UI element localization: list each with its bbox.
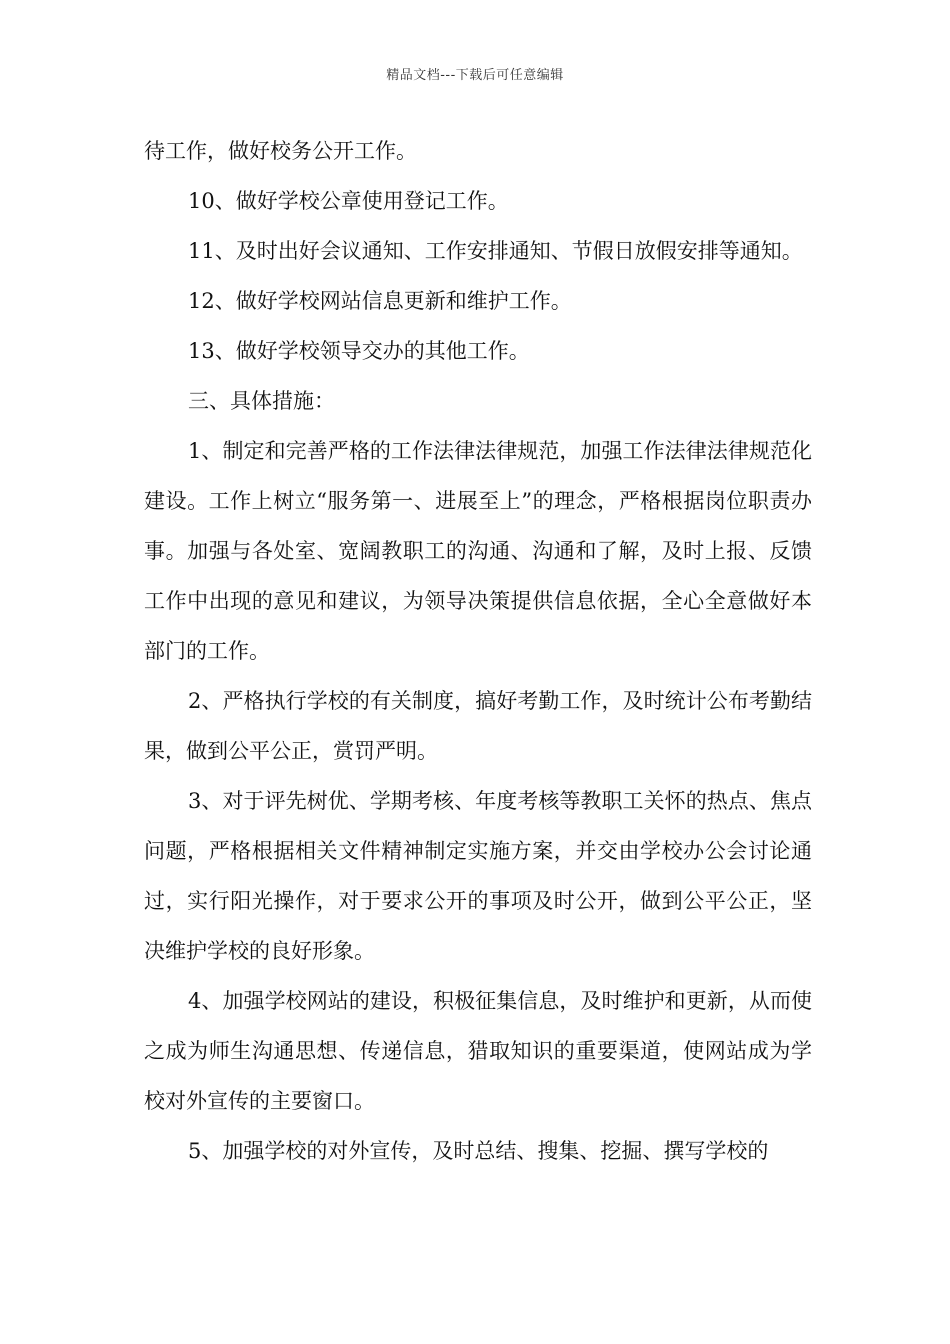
paragraph: 13、做好学校领导交办的其他工作。	[188, 339, 530, 363]
page-header: 精品文档---下载后可任意编辑	[386, 68, 564, 83]
paragraph: 3、对于评先树优、学期考核、年度考核等教职工关怀的热点、焦点问题，严格根据相关文件精神制定实施方案，并交由学校办公会讨论通过，实行阳光操作，对于要求公开的事项及时公开，做到公平公正，坚决维护学校的良好形象。	[144, 789, 812, 963]
paragraph: 2、严格执行学校的有关制度，搞好考勤工作，及时统计公布考勤结果，做到公平公正，赏罚严明。	[144, 689, 812, 763]
paragraph: 5、加强学校的对外宣传，及时总结、搜集、挖掘、撰写学校的	[188, 1139, 769, 1163]
document-body	[144, 126, 812, 1176]
paragraph: 1、制定和完善严格的工作法律法律规范，加强工作法律法律规范化建设。工作上树立“服务第一、进展至上”的理念，严格根据岗位职责办事。加强与各处室、宽阔教职工的沟通、沟通和了解，及时上报、反馈工作中出现的意见和建议，为领导决策提供信息依据，全心全意做好本部门的工作。	[144, 439, 812, 663]
paragraph: 4、加强学校网站的建设，积极征集信息，及时维护和更新，从而使之成为师生沟通思想、传递信息，猎取知识的重要渠道，使网站成为学校对外宣传的主要窗口。	[144, 989, 812, 1113]
section-heading: 三、具体措施：	[188, 389, 335, 413]
paragraph: 待工作，做好校务公开工作。	[144, 139, 417, 163]
paragraph: 12、做好学校网站信息更新和维护工作。	[188, 289, 572, 313]
paragraph: 10、做好学校公章使用登记工作。	[188, 189, 509, 213]
paragraph: 11、及时出好会议通知、工作安排通知、节假日放假安排等通知。	[188, 239, 803, 263]
